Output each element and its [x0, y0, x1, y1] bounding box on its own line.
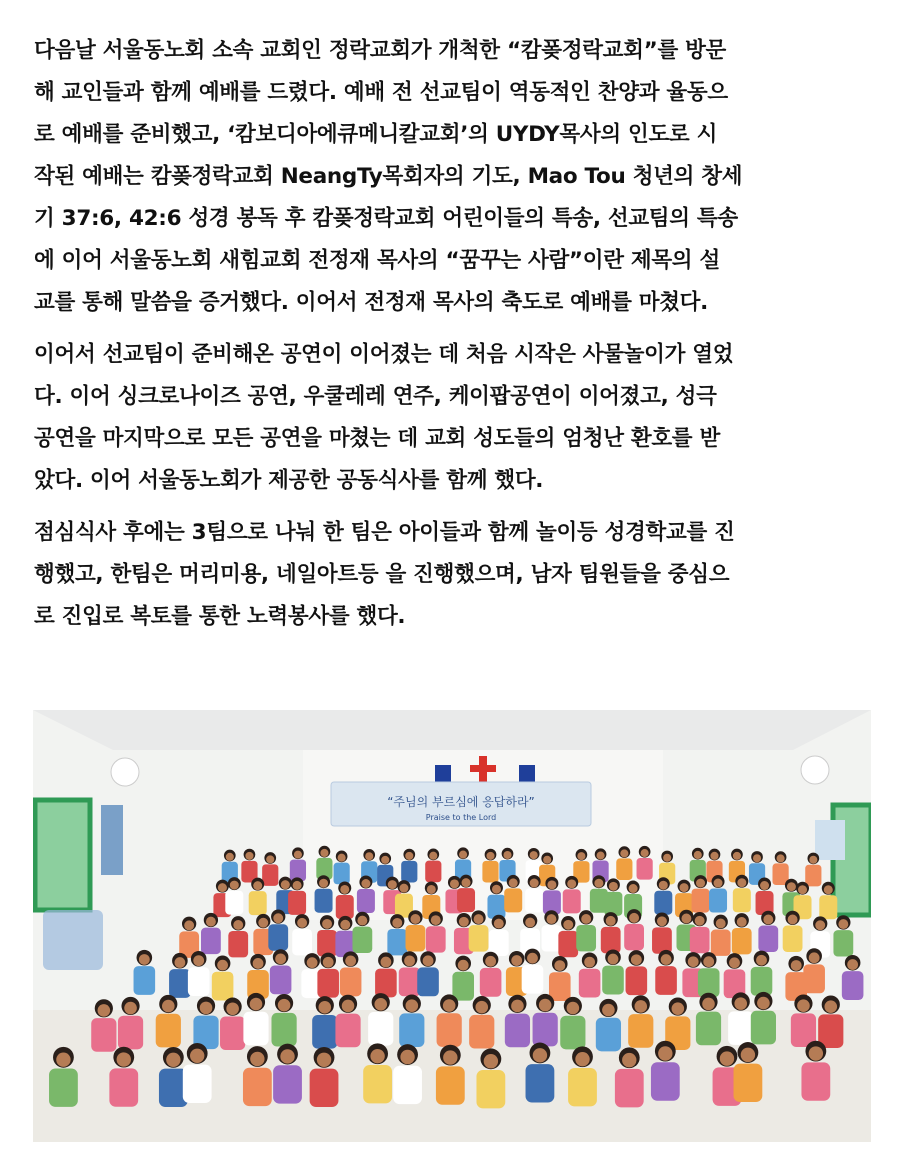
person-face [166, 1053, 180, 1067]
person-face [554, 960, 565, 971]
text-line: 기 37:6, 42:6 성경 봉독 후 캄퐂정락교회 어린이들의 특송, 선교팀의 특송 [34, 206, 738, 231]
person-face [567, 1002, 580, 1015]
flag-right [519, 765, 535, 783]
person-face [245, 852, 253, 860]
person-body [91, 1018, 116, 1052]
person-body [732, 928, 752, 954]
paragraph-worship [34, 30, 870, 324]
person-body [288, 891, 306, 915]
person-body [220, 1016, 245, 1050]
person-body [803, 964, 825, 993]
text-line: 다. 이어 싱크로나이즈 공연, 우쿨레레 연주, 케이팝공연이 이어졌고, 성극 [34, 384, 717, 409]
person-body [692, 889, 710, 913]
person-face [190, 1049, 204, 1063]
person-face [753, 854, 761, 862]
person-face [406, 999, 419, 1012]
person-face [577, 852, 585, 860]
person-face [634, 1000, 647, 1013]
person-face [319, 879, 328, 888]
person-body [568, 1068, 597, 1106]
person-face [563, 920, 573, 930]
person-body [533, 1013, 558, 1047]
person-body [49, 1068, 78, 1106]
person-body [751, 1011, 776, 1045]
person-face [399, 884, 408, 893]
person-body [628, 1014, 653, 1048]
person-body [626, 966, 648, 995]
person-face [815, 920, 825, 930]
person-face [809, 952, 820, 963]
person-face [475, 1001, 488, 1014]
person-body [482, 861, 498, 883]
person-body [352, 927, 372, 953]
person-face [609, 882, 618, 891]
person-face [659, 881, 668, 890]
person-face [567, 879, 576, 888]
person-body [201, 928, 221, 954]
person-face [584, 957, 595, 968]
flag-left [435, 765, 451, 783]
person-body [734, 1064, 763, 1102]
person-body [436, 1066, 465, 1104]
person-body [728, 1011, 753, 1045]
person-face [760, 881, 769, 890]
person-face [629, 913, 639, 923]
person-face [98, 1004, 111, 1017]
person-face [340, 885, 349, 894]
person-face [663, 854, 671, 862]
person-body [399, 1013, 424, 1047]
paragraph-performance [34, 334, 870, 502]
person-face [777, 854, 785, 862]
banner-text: “주님의 부르심에 응답하라” [387, 795, 535, 809]
text-line: 다음날 서울동노회 소속 교회인 정락교회가 개척한 “캄퐂정락교회”를 방문 [34, 38, 727, 63]
person-face [594, 879, 603, 888]
text-line: 해 교인들과 함께 예배를 드렸다. 예배 전 선교팀이 역동적인 찬양과 율동으 [34, 80, 728, 105]
person-face [486, 852, 494, 860]
person-face [388, 880, 397, 889]
person-body [526, 1064, 555, 1102]
person-body [452, 972, 474, 1001]
person-face [474, 914, 484, 924]
person-body [310, 1069, 339, 1107]
person-face [281, 880, 290, 889]
person-face [345, 956, 356, 967]
person-body [425, 861, 441, 883]
person-face [631, 954, 642, 965]
person-face [798, 885, 807, 894]
person-face [791, 960, 802, 971]
text-line: 았다. 이어 서울동노회가 제공한 공동식사를 함께 했다. [34, 468, 544, 493]
text-line: 로 진입로 복토를 통한 노력봉사를 했다. [34, 604, 406, 629]
person-body [406, 925, 426, 951]
person-face [275, 953, 286, 964]
person-body [188, 967, 210, 996]
person-face [547, 880, 556, 889]
person-face [797, 999, 810, 1012]
person-face [694, 851, 702, 859]
person-face [824, 1000, 837, 1013]
person-body [334, 863, 350, 885]
person-face [307, 957, 318, 968]
person-body [783, 926, 803, 952]
person-face [494, 919, 504, 929]
person-body [335, 1014, 360, 1048]
person-body [469, 925, 489, 951]
person-face [716, 919, 726, 929]
person-body [118, 1016, 143, 1050]
person-body [340, 968, 362, 997]
person-face [317, 1053, 331, 1067]
person-face [370, 1049, 384, 1063]
person-body [576, 925, 596, 951]
person-body [393, 1066, 422, 1104]
person-body [505, 1014, 530, 1048]
person-face [429, 852, 437, 860]
person-face [266, 855, 274, 863]
person-body [624, 924, 644, 950]
person-body [375, 969, 397, 998]
person-face [734, 997, 747, 1010]
person-body [183, 1065, 212, 1103]
person-face [757, 997, 770, 1010]
person-face [200, 1002, 213, 1015]
person-face [380, 957, 391, 968]
person-face [297, 918, 307, 928]
person-body [476, 1070, 505, 1108]
person-body [273, 1065, 302, 1103]
person-body [156, 1014, 181, 1048]
text-line: 로 예배를 준비했고, ‘캄보디아에큐메니칼교회’의 UYDY목사의 인도로 시 [34, 122, 718, 147]
person-face [539, 999, 552, 1012]
person-face [658, 1046, 672, 1060]
right-fan-icon [801, 756, 829, 784]
article-body [34, 30, 870, 648]
person-face [174, 957, 185, 968]
person-body [579, 969, 601, 998]
person-face [139, 954, 150, 965]
person-face [423, 955, 434, 966]
person-face [226, 1002, 239, 1015]
text-line: 행했고, 한팀은 머리미용, 네일아트등 을 진행했으며, 남자 팀원들을 중심으 [34, 562, 730, 587]
person-face [622, 1053, 636, 1067]
person-face [838, 919, 848, 929]
person-face [459, 917, 469, 927]
person-body [271, 1013, 296, 1047]
person-face [657, 916, 667, 926]
person-body [225, 891, 243, 915]
person-face [250, 1052, 264, 1066]
person-face [338, 854, 346, 862]
person-body [604, 892, 622, 916]
person-face [357, 916, 367, 926]
person-face [217, 960, 228, 971]
person-face [547, 914, 557, 924]
person-body [711, 930, 731, 956]
person-body [312, 1015, 337, 1049]
person-body [549, 972, 571, 1001]
person-body [228, 931, 248, 957]
person-face [733, 852, 741, 860]
person-face [492, 885, 501, 894]
person-face [788, 915, 798, 925]
person-body [315, 889, 333, 913]
person-body [819, 895, 837, 919]
person-face [318, 1001, 331, 1014]
person-face [620, 849, 628, 857]
person-face [756, 955, 767, 966]
person-face [392, 918, 402, 928]
text-line: 작된 예배는 캄퐂정락교회 NeangTy목회자의 기도, Mao Tou 청년의 창세 [34, 164, 743, 189]
person-face [320, 849, 328, 857]
person-body [805, 865, 821, 887]
person-face [606, 916, 616, 926]
person-face [581, 914, 591, 924]
person-face [218, 883, 227, 892]
banner-subtext: Praise to the Lord [425, 813, 497, 822]
person-body [336, 895, 354, 919]
person-face [824, 885, 833, 894]
person-face [741, 1048, 755, 1062]
person-face [602, 1004, 615, 1017]
person-face [608, 954, 619, 965]
person-body [709, 889, 727, 913]
person-face [575, 1052, 589, 1066]
person-body [525, 889, 543, 913]
person-body [615, 1069, 644, 1107]
person-body [655, 966, 677, 995]
person-face [527, 953, 538, 964]
person-body [596, 1018, 621, 1052]
person-face [847, 959, 858, 970]
person-face [525, 917, 535, 927]
person-face [294, 851, 302, 859]
person-body [109, 1068, 138, 1106]
person-face [226, 853, 234, 861]
person-face [323, 957, 334, 968]
left-fan-icon [111, 758, 139, 786]
person-face [404, 955, 415, 966]
person-face [162, 1000, 175, 1013]
person-body [387, 929, 407, 955]
person-body [522, 965, 544, 994]
group-photo [33, 710, 871, 1142]
left-window [35, 800, 90, 910]
person-face [680, 883, 689, 892]
person-body [733, 888, 751, 912]
person-body [801, 1062, 830, 1100]
person-body [270, 965, 292, 994]
person-body [842, 971, 864, 1000]
group-photo-illustration [33, 710, 871, 1142]
person-face [365, 852, 373, 860]
person-face [729, 957, 740, 968]
person-body [480, 968, 502, 997]
person-body [487, 895, 505, 919]
text-line: 공연을 마지막으로 모든 공연을 마쳤는 데 교회 성도들의 엄청난 환호를 받 [34, 426, 720, 451]
person-face [485, 956, 496, 967]
person-face [702, 998, 715, 1011]
person-face [714, 879, 723, 888]
person-face [117, 1052, 131, 1066]
person-body [292, 929, 312, 955]
chairs-left [43, 910, 103, 970]
paragraph-afternoon [34, 512, 870, 638]
person-face [462, 878, 471, 887]
person-body [560, 1016, 585, 1050]
person-body [262, 864, 278, 886]
person-face [381, 856, 389, 864]
person-face [184, 920, 194, 930]
person-face [443, 999, 456, 1012]
person-face [696, 879, 705, 888]
person-body [368, 1012, 393, 1046]
person-face [206, 917, 216, 927]
person-face [322, 919, 332, 929]
person-face [511, 1000, 524, 1013]
person-body [690, 927, 710, 953]
person-face [459, 851, 467, 859]
person-face [253, 881, 262, 890]
person-face [763, 915, 773, 925]
person-body [601, 927, 621, 953]
person-body [469, 1015, 494, 1049]
person-body [558, 931, 578, 957]
person-face [278, 999, 291, 1012]
person-face [509, 878, 518, 887]
person-face [710, 852, 718, 860]
person-face [250, 998, 263, 1011]
person-face [193, 955, 204, 966]
person-face [405, 852, 413, 860]
person-body [563, 889, 581, 913]
person-face [230, 881, 239, 890]
right-poster [815, 820, 845, 860]
person-face [530, 851, 538, 859]
text-line: 점심식사 후에는 3팀으로 나눠 한 팀은 아이들과 함께 놀이등 성경학교를 진 [34, 520, 735, 545]
person-face [661, 954, 672, 965]
person-face [695, 916, 705, 926]
person-body [399, 967, 421, 996]
person-face [597, 852, 605, 860]
person-body [758, 926, 778, 952]
person-face [280, 1049, 294, 1063]
person-body [437, 1013, 462, 1047]
person-face [641, 849, 649, 857]
person-face [688, 956, 699, 967]
person-body [833, 930, 853, 956]
person-face [737, 917, 747, 927]
person-face [427, 885, 436, 894]
person-face [374, 998, 387, 1011]
person-face [443, 1050, 457, 1064]
person-face [410, 914, 420, 924]
person-face [273, 913, 283, 923]
person-body [602, 966, 624, 995]
person-face [809, 1046, 823, 1060]
person-face [340, 920, 350, 930]
person-body [268, 924, 288, 950]
person-face [124, 1002, 137, 1015]
person-face [737, 878, 746, 887]
person-face [342, 1000, 355, 1013]
person-body [401, 861, 417, 883]
text-line: 에 이어 서울동노회 새힘교회 전정재 목사의 “꿈꾸는 사람”이란 제목의 설 [34, 248, 720, 273]
person-face [672, 1002, 685, 1015]
person-body [357, 889, 375, 913]
person-face [511, 955, 522, 966]
person-body [651, 1062, 680, 1100]
person-body [616, 858, 632, 880]
person-face [533, 1048, 547, 1062]
person-face [400, 1050, 414, 1064]
person-body [134, 966, 156, 995]
person-face [253, 958, 264, 969]
text-line: 교를 통해 말씀을 증거했다. 이어서 전정재 목사의 축도로 예배를 마쳤다. [34, 290, 709, 315]
person-face [233, 920, 243, 930]
text-line: 이어서 선교팀이 준비해온 공연이 이어졌는 데 처음 시작은 사물놀이가 열었 [34, 342, 734, 367]
person-body [637, 858, 653, 880]
person-face [629, 884, 638, 893]
person-face [787, 882, 796, 891]
person-face [503, 851, 511, 859]
person-face [681, 914, 691, 924]
person-body [426, 926, 446, 952]
person-face [703, 956, 714, 967]
person-body [654, 891, 672, 915]
person-body [169, 969, 191, 998]
person-body [457, 888, 475, 912]
person-body [212, 972, 234, 1001]
person-body [417, 967, 439, 996]
person-face [293, 881, 302, 890]
person-face [720, 1051, 734, 1065]
person-body [363, 1065, 392, 1103]
person-body [317, 969, 339, 998]
person-body [249, 891, 267, 915]
person-face [361, 879, 370, 888]
person-body [504, 888, 522, 912]
person-body [243, 1012, 268, 1046]
person-face [543, 856, 551, 864]
person-face [484, 1054, 498, 1068]
person-face [809, 856, 817, 864]
ceiling [33, 710, 871, 750]
left-poster [101, 805, 123, 875]
person-body [696, 1012, 721, 1046]
person-face [56, 1052, 70, 1066]
person-face [458, 960, 469, 971]
person-face [530, 879, 539, 888]
person-face [431, 915, 441, 925]
person-body [652, 927, 672, 953]
person-body [243, 1068, 272, 1106]
person-body [317, 930, 337, 956]
person-body [751, 967, 773, 996]
person-face [258, 918, 268, 928]
person-face [450, 879, 459, 888]
